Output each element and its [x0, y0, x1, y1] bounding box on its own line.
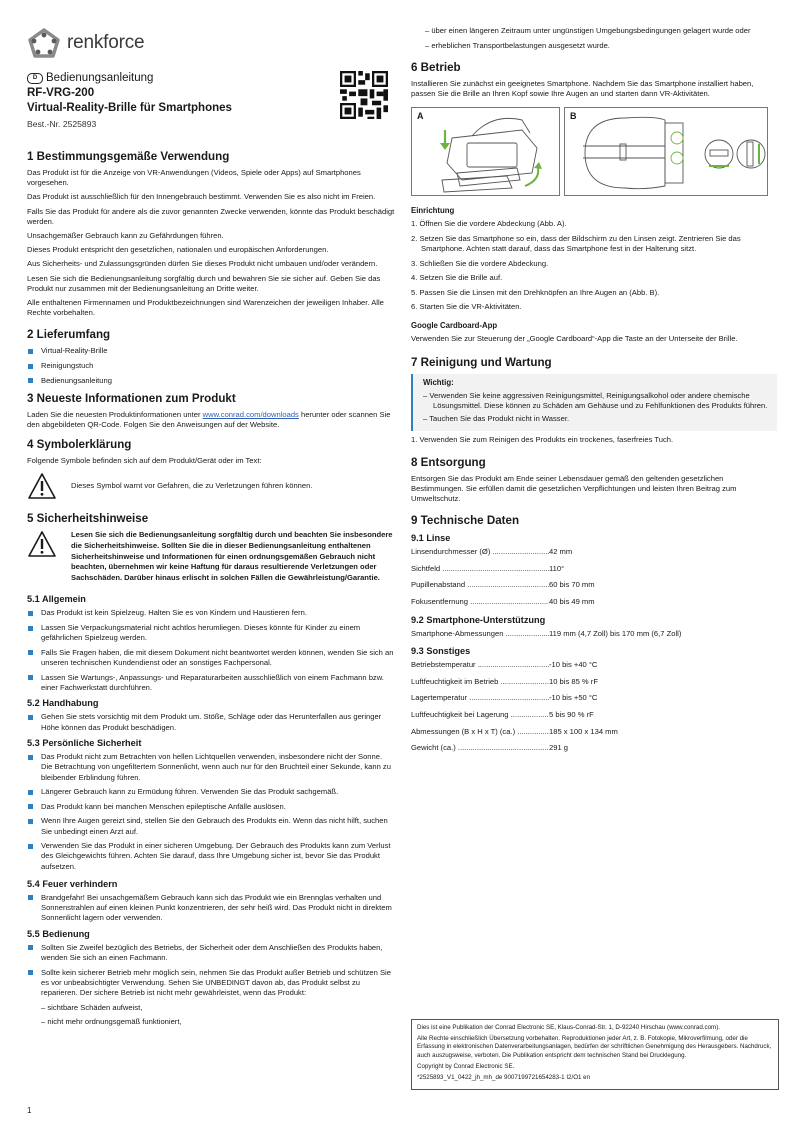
qr-code	[340, 71, 388, 119]
language-de-icon: D	[27, 73, 43, 84]
spec-value: 110°	[549, 563, 565, 573]
paragraph: Aus Sicherheits- und Zulassungsgründen dürfen Sie dieses Produkt nicht umbauen und/oder verändern.	[27, 259, 378, 269]
spec-key: Smartphone-Abmessungen .....	[411, 629, 549, 639]
step-item: 5. Passen Sie die Linsen mit den Drehknöpfen an Ihre Augen an (Abb. B).	[411, 287, 660, 297]
spec-row	[411, 629, 777, 639]
vr-headset-lens-adjust-illustration	[565, 108, 767, 195]
list-item: Sollten Sie Zweifel bezüglich des Betriebs, der Sicherheit oder dem Anschließen des Produkts haben, wenden Sie sich an einen Fachmann.	[27, 943, 395, 963]
right-column	[411, 26, 777, 760]
list-item: Das Produkt nicht zum Betrachten von hellen Lichtquellen verwenden, insbesondere nicht der Sonne. Die Betrachtung von ungefiltertem Sonnenlicht, wenn auch nur für den Bruchteil einer Sekunde, kann zu bleibender Erblindung führen.	[27, 752, 395, 783]
spec-row	[411, 743, 777, 753]
spec-value: 10 bis 85 % rF	[549, 676, 598, 686]
spec-key: Abmessungen (B x H x T) (ca.) .....	[411, 727, 549, 737]
paragraph: Das Produkt ist für die Anzeige von VR-Anwendungen (Videos, Spiele oder Apps) auf Smartphones vorgesehen.	[27, 168, 361, 188]
dash-item: – über einen längeren Zeitraum unter ungünstigen Umgebungsbedingungen gelagert wurde oder	[425, 26, 751, 35]
vr-headset-open-cover-illustration	[412, 108, 559, 195]
section-safety	[27, 512, 395, 1027]
imprint-box	[411, 1019, 779, 1090]
step-item: 1. Öffnen Sie die vordere Abdeckung (Abb. A).	[411, 219, 567, 229]
figure-a	[411, 107, 560, 196]
warning-text: Dieses Symbol warnt vor Gefahren, die zu Verletzungen führen können.	[71, 481, 313, 491]
paragraph: Entsorgen Sie das Produkt am Ende seiner Lebensdauer gemäß den geltenden gesetzlichen Bestimmungen. Sie erfüllen damit die gesetzlichen Verpflichtungen und leisten Ihren Beitrag zum Umweltschutz.	[411, 473, 737, 503]
section-title: 6 Betrieb	[411, 60, 461, 74]
imprint-line: Alle Rechte einschließlich Übersetzung vorbehalten. Reproduktionen jeder Art, z. B. Fotokopie, Mikroverfilmung, oder die Erfassung in elektronischen Datenverarbeitungsanlagen, bedürfen der schriftlichen Genehmigung des Herausgebers. Nachdruck, auch auszugsweise, verboten. Die Publikation entspricht dem technischen Stand bei Drucklegung.	[417, 1035, 772, 1059]
list-item: Längerer Gebrauch kann zu Ermüdung führen. Verwenden Sie das Produkt sachgemäß.	[27, 787, 395, 797]
list-item: Brandgefahr! Bei unsachgemäßem Gebrauch kann sich das Produkt wie ein Brennglas verhalten und Sonnenstrahlen auf einen kleinen Punkt konzentrieren, der sehr heiß wird. Das Produkt nicht in direktem Sonnenlicht lagern oder verwenden.	[27, 893, 395, 924]
cardboard-title: Google Cardboard-App	[411, 320, 498, 330]
imprint-line: Dies ist eine Publikation der Conrad Electronic SE, Klaus-Conrad-Str. 1, D-92240 Hirschau (www.conrad.com).	[417, 1024, 720, 1031]
warning-triangle-icon	[27, 472, 57, 500]
article-number: Best.-Nr. 2525893	[27, 119, 97, 129]
section-title: 7 Reinigung und Wartung	[411, 355, 552, 369]
paragraph: Installieren Sie zunächst ein geeignetes Smartphone. Nachdem Sie das Smartphone installiert haben, passen Sie die Brille an Ihren Kopf sowie Ihre Augen an und starten dann VR-Aktivitäten.	[411, 78, 754, 98]
list-item: Das Produkt ist kein Spielzeug. Halten Sie es von Kindern und Haustieren fern.	[27, 608, 395, 618]
section-title: 1 Bestimmungsgemäße Verwendung	[27, 150, 230, 163]
brand-name: renkforce	[67, 32, 145, 53]
figure-label: B	[570, 111, 577, 122]
list-item: Falls Sie Fragen haben, die mit diesem Dokument nicht beantwortet werden können, wenden Sie sich an unseren technischen Kundendienst oder an sonstiges Fachpersonal.	[27, 648, 395, 668]
section-symbols	[27, 438, 395, 500]
spec-row	[411, 693, 777, 703]
spec-key: Gewicht (ca.) .....	[411, 743, 549, 753]
paragraph: Falls Sie das Produkt für andere als die zuvor genannten Zwecke verwenden, könnte das Produkt beschädigt werden.	[27, 206, 395, 226]
step-item: 4. Setzen Sie die Brille auf.	[411, 273, 503, 283]
spec-value: 291 g	[549, 743, 569, 753]
section-scope-of-delivery	[27, 328, 395, 385]
section-latest-info	[27, 392, 395, 430]
spec-key: Sichtfeld .....	[411, 564, 549, 574]
spec-value: 60 bis 70 mm	[549, 580, 595, 590]
section-title: 9 Technische Daten	[411, 514, 520, 528]
step-item: 2. Setzen Sie das Smartphone so ein, dass der Bildschirm zu den Linsen zeigt. Zentrieren Sie das Smartphone. Achten statt darauf, dass das Smartphone fest in der Halterung sitzt.	[411, 233, 741, 253]
imprint-line: Copyright by Conrad Electronic SE.	[417, 1062, 515, 1070]
section-title: 8 Entsorgung	[411, 455, 486, 469]
paragraph: Lesen Sie sich die Bedienungsanleitung sorgfältig durch und bewahren Sie sie sicher auf. Geben Sie das Produkt nur zusammen mit der Bedienungsanleitung an Dritte weiter.	[27, 273, 381, 293]
paragraph: Das Produkt ist ausschließlich für den Innengebrauch bestimmt. Verwenden Sie es also nicht im Freien.	[27, 192, 376, 202]
figure-row	[411, 107, 777, 196]
paragraph: Alle enthaltenen Firmennamen und Produktbezeichnungen sind Warenzeichen der jeweiligen Inhaber. Alle Rechte vorbehalten.	[27, 298, 384, 318]
spec-row	[411, 727, 777, 737]
paragraph: Dieses Produkt entspricht den gesetzlichen, nationalen und europäischen Anforderungen.	[27, 245, 329, 255]
paragraph: Folgende Symbole befinden sich auf dem Produkt/Gerät oder im Text:	[27, 456, 262, 466]
spec-value: 5 bis 90 % rF	[549, 709, 594, 719]
section-technical-data	[411, 514, 777, 753]
step-item: 6. Starten Sie die VR-Aktivitäten.	[411, 302, 522, 312]
list-item: Bedienungsanleitung	[27, 376, 395, 386]
subsection-title: 5.4 Feuer verhindern	[27, 878, 118, 889]
list-item: Das Produkt kann bei manchen Menschen epileptische Anfälle auslösen.	[27, 802, 395, 812]
spec-row	[411, 710, 777, 720]
note-title: Wichtig:	[423, 377, 454, 387]
dash-item: – nicht mehr ordnungsgemäß funktioniert,	[41, 1017, 182, 1027]
figure-label: A	[417, 111, 424, 122]
spec-value: 42 mm	[549, 547, 573, 557]
spec-key: Pupillenabstand .....	[411, 580, 549, 590]
subsection-title: 9.1 Linse	[411, 533, 451, 544]
safety-warning-text: Lesen Sie sich die Bedienungsanleitung sorgfältig durch und beachten Sie insbesondere die Sicherheitshinweise. Sollten Sie die in dieser Bedienungsanleitung enthaltenen Sicherheitshinweise und Informationen für einen ordnungsgemäßen Gebrauch nicht beachten, übernehmen wir keine Haftung für daraus resultierende Verletzungen oder Sachschäden. Darüber hinaus erlischt in solchen Fällen die Gewährleistung/Garantie.	[71, 530, 393, 582]
subsection-title: 5.1 Allgemein	[27, 594, 86, 605]
dash-item: – sichtbare Schäden aufweist,	[41, 1002, 143, 1012]
subsection-title: 5.5 Bedienung	[27, 928, 90, 939]
subsection-title: 5.3 Persönliche Sicherheit	[27, 738, 142, 749]
spec-key: Linsendurchmesser (Ø) .....	[411, 547, 549, 557]
section-cleaning	[411, 356, 777, 446]
spec-value: 119 mm (4,7 Zoll) bis 170 mm (6,7 Zoll)	[549, 628, 682, 638]
document-header	[27, 72, 232, 129]
downloads-link[interactable]: www.conrad.com/downloads	[202, 409, 299, 419]
step-item: 1. Verwenden Sie zum Reinigen des Produkts ein trockenes, faserfreies Tuch.	[411, 435, 674, 445]
section-title: 5 Sicherheitshinweise	[27, 512, 149, 526]
step-item: 3. Schließen Sie die vordere Abdeckung.	[411, 258, 549, 268]
subsection-title: 9.3 Sonstiges	[411, 646, 471, 657]
spec-key: Fokusentfernung .....	[411, 597, 549, 607]
imprint-line: *2525893_V1_0422_jh_mh_de 9007199721654283-1 I2/O1 en	[417, 1073, 591, 1081]
section-operation	[411, 61, 777, 344]
spec-value: -10 bis +50 °C	[549, 693, 598, 703]
spec-key: Betriebstemperatur .....	[411, 660, 549, 670]
setup-title: Einrichtung	[411, 206, 455, 216]
spec-row	[411, 660, 777, 670]
subsection-title: 9.2 Smartphone-Unterstützung	[411, 614, 546, 625]
spec-value: 185 x 100 x 134 mm	[549, 726, 618, 736]
spec-row	[411, 580, 777, 590]
spec-key: Luftfeuchtigkeit im Betrieb .....	[411, 677, 549, 687]
section-disposal	[411, 456, 777, 505]
spec-row	[411, 677, 777, 687]
list-item: Lassen Sie Wartungs-, Anpassungs- und Reparaturarbeiten ausschließlich von einem Fachmann bzw. einer Fachwerkstatt durchführen.	[27, 673, 395, 693]
section-title: 2 Lieferumfang	[27, 328, 111, 342]
section-title: 4 Symbolerklärung	[27, 438, 132, 452]
spec-value: -10 bis +40 °C	[549, 660, 598, 670]
list-item: Verwenden Sie das Produkt in einer sicheren Umgebung. Der Gebrauch des Produkts kann zum Verlust des Gleichgewichts führen. Achten Sie darauf, dass Ihre Umgebung sicher ist, bevor Sie das Produkt aufsetzen.	[27, 841, 395, 872]
dash-item: – Verwenden Sie keine aggressiven Reinigungsmittel, Reinigungsalkohol oder andere chemische Lösungsmittel. Diese können zu Schäden am Gehäuse und zu Fehlfunktionen des Produkts führen.	[423, 390, 768, 410]
figure-b	[564, 107, 768, 196]
section-intended-use	[27, 150, 395, 318]
section-title: 3 Neueste Informationen zum Produkt	[27, 391, 236, 405]
list-item: Virtual-Reality-Brille	[27, 346, 395, 356]
brand-logo	[27, 28, 144, 58]
list-item: Reinigungstuch	[27, 361, 395, 371]
list-item: Gehen Sie stets vorsichtig mit dem Produkt um. Stöße, Schläge oder das Herunterfallen aus geringer Höhe können das Produkt beschädigen.	[27, 712, 395, 732]
product-title: Virtual-Reality-Brille für Smartphones	[27, 102, 232, 114]
dash-item: – erheblichen Transportbelastungen ausgesetzt wurde.	[425, 40, 610, 50]
paragraph: Verwenden Sie zur Steuerung der „Google Cardboard“-App die Taste an der Unterseite der Brille.	[411, 333, 738, 343]
list-item: Sollte kein sicherer Betrieb mehr möglich sein, nehmen Sie das Produkt außer Betrieb und schützen Sie es vor unbeabsichtigter Verwendung. Sehen Sie UNBEDINGT davon ab, das Produkt selbst zu reparieren. Der sichere Betrieb ist nicht mehr gewährleistet, wenn das Produkt:	[27, 968, 395, 999]
doc-type-label: Bedienungsanleitung	[46, 72, 154, 84]
doc-type	[27, 72, 232, 84]
renkforce-logo-icon	[27, 28, 61, 58]
model-number: RF-VRG-200	[27, 87, 95, 99]
spec-key: Luftfeuchtigkeit bei Lagerung .....	[411, 710, 549, 720]
spec-row	[411, 564, 777, 574]
important-note	[411, 374, 777, 432]
text: herunter oder scannen Sie den abgebildeten QR-Code. Folgen Sie den Anweisungen auf der Website.	[27, 409, 391, 430]
page-number: 1	[27, 1106, 32, 1115]
subsection-title: 5.2 Handhabung	[27, 698, 99, 709]
dash-item: – Tauchen Sie das Produkt nicht in Wasser.	[423, 414, 570, 424]
left-column	[27, 150, 395, 1032]
spec-value: 40 bis 49 mm	[549, 596, 595, 606]
spec-row	[411, 547, 777, 557]
warning-triangle-icon	[27, 530, 57, 558]
setup-steps	[411, 219, 777, 312]
spec-row	[411, 597, 777, 607]
list-item: Wenn Ihre Augen gereizt sind, stellen Sie den Gebrauch des Produkts ein. Wenn das nicht hilft, suchen Sie unbedingt einen Arzt auf.	[27, 816, 395, 836]
paragraph	[27, 410, 395, 430]
list-item: Lassen Sie Verpackungsmaterial nicht achtlos herumliegen. Dieses könnte für Kinder zu einem gefährlichen Spielzeug werden.	[27, 623, 395, 643]
text: Laden Sie die neuesten Produktinformationen unter	[27, 409, 203, 419]
paragraph: Unsachgemäßer Gebrauch kann zu Gefährdungen führen.	[27, 231, 224, 241]
spec-key: Lagertemperatur .....	[411, 693, 549, 703]
